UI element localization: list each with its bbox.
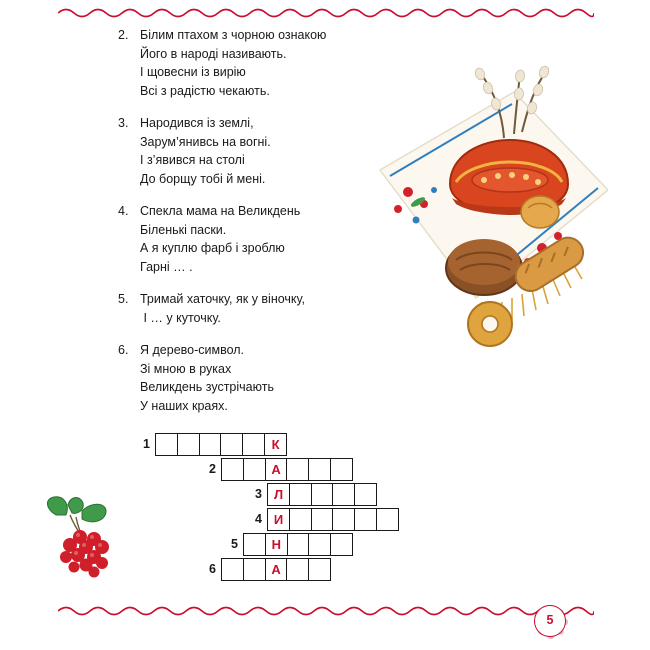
crossword-cell-keyword[interactable]: И (267, 508, 290, 531)
crossword-cell[interactable] (332, 483, 355, 506)
crossword-row-number: 2 (209, 462, 216, 476)
crossword-row-cells (155, 433, 286, 456)
crossword-cell[interactable] (221, 458, 244, 481)
page-number: 5 (534, 605, 566, 637)
crossword-row (130, 432, 398, 456)
crossword-cell-keyword[interactable]: Н (265, 533, 288, 556)
crossword-row (130, 532, 398, 556)
crossword-row-number: 6 (209, 562, 216, 576)
easter-bread-illustration (372, 52, 608, 352)
crossword-cell[interactable] (332, 508, 355, 531)
crossword-cell[interactable] (177, 433, 200, 456)
crossword-cell[interactable] (289, 508, 312, 531)
crossword-cell[interactable] (289, 483, 312, 506)
crossword-row-cells (267, 483, 376, 506)
riddle-line: Великдень зустрічають (140, 380, 274, 394)
riddle-line: Зарум’янивсь на вогні. (140, 134, 271, 149)
page-number-badge (534, 605, 568, 639)
crossword-cell[interactable] (308, 558, 331, 581)
riddle-line: Тримай хаточку, як у віночку, (140, 292, 306, 306)
crossword-row-cells (243, 533, 352, 556)
crossword-cell[interactable] (243, 558, 266, 581)
riddle-text (140, 341, 418, 415)
crossword-row-number: 3 (255, 487, 262, 501)
crossword-cell[interactable] (221, 558, 244, 581)
crossword-cell-keyword[interactable]: К (264, 433, 287, 456)
riddle-line: До борщу тобі й мені. (140, 171, 266, 186)
riddle-line: І щовесни із вирію (140, 65, 246, 79)
riddle-number: 5. (118, 292, 129, 306)
viburnum-berries-illustration (40, 495, 136, 583)
crossword-cell[interactable] (155, 433, 178, 456)
riddle-number: 4. (118, 204, 129, 218)
crossword-row-number: 4 (255, 512, 262, 526)
crossword-cell[interactable] (243, 458, 266, 481)
crossword-row (130, 457, 398, 481)
riddle-line: І … у куточку. (140, 310, 221, 325)
crossword-row-cells (267, 508, 398, 531)
crossword-row-number: 1 (143, 437, 150, 451)
crossword-cell[interactable] (220, 433, 243, 456)
crossword-cell[interactable] (354, 508, 377, 531)
decorative-wave-bottom (58, 604, 594, 618)
crossword-row (130, 507, 398, 531)
crossword-cell-keyword[interactable]: Л (267, 483, 290, 506)
riddle-line: А я куплю фарб і зроблю (140, 241, 285, 255)
crossword-cell[interactable] (311, 508, 334, 531)
riddle-item (118, 341, 418, 415)
crossword-row-cells (221, 458, 352, 481)
crossword-cell-keyword[interactable]: А (265, 558, 288, 581)
crossword-cell[interactable] (286, 458, 309, 481)
riddle-number: 2. (118, 28, 129, 42)
riddle-line: І з’явився на столі (140, 153, 245, 167)
crossword-cell[interactable] (199, 433, 222, 456)
crossword-cell[interactable] (242, 433, 265, 456)
riddle-line: У наших краях. (140, 398, 228, 413)
crossword-row (130, 482, 398, 506)
crossword-cell[interactable] (354, 483, 377, 506)
riddle-line: Всі з радістю чекають. (140, 83, 270, 98)
crossword-cell[interactable] (376, 508, 399, 531)
decorative-wave-top (58, 6, 594, 20)
riddle-line: Я дерево-символ. (140, 343, 245, 357)
crossword-cell[interactable] (243, 533, 266, 556)
riddle-line: Гарні … . (140, 259, 193, 274)
crossword-row (130, 557, 398, 581)
riddle-line: Народився із землі, (140, 116, 254, 130)
riddle-number: 3. (118, 116, 129, 130)
crossword-cell[interactable] (308, 533, 331, 556)
riddle-line: Білим птахом з чорною ознакою (140, 28, 327, 42)
riddle-line: Зі мною в руках (140, 361, 232, 376)
crossword-cell[interactable] (308, 458, 331, 481)
riddle-line: Біленькі паски. (140, 222, 227, 237)
crossword-cell[interactable] (287, 533, 310, 556)
riddle-line: Спекла мама на Великдень (140, 204, 301, 218)
crossword-grid (130, 432, 398, 582)
crossword-row-cells (221, 558, 330, 581)
crossword-cell-keyword[interactable]: А (265, 458, 288, 481)
crossword-cell[interactable] (311, 483, 334, 506)
crossword-row-number: 5 (231, 537, 238, 551)
riddle-line: Його в народі називають. (140, 46, 287, 61)
crossword-cell[interactable] (330, 458, 353, 481)
riddle-number: 6. (118, 343, 129, 357)
crossword-cell[interactable] (286, 558, 309, 581)
crossword-cell[interactable] (330, 533, 353, 556)
